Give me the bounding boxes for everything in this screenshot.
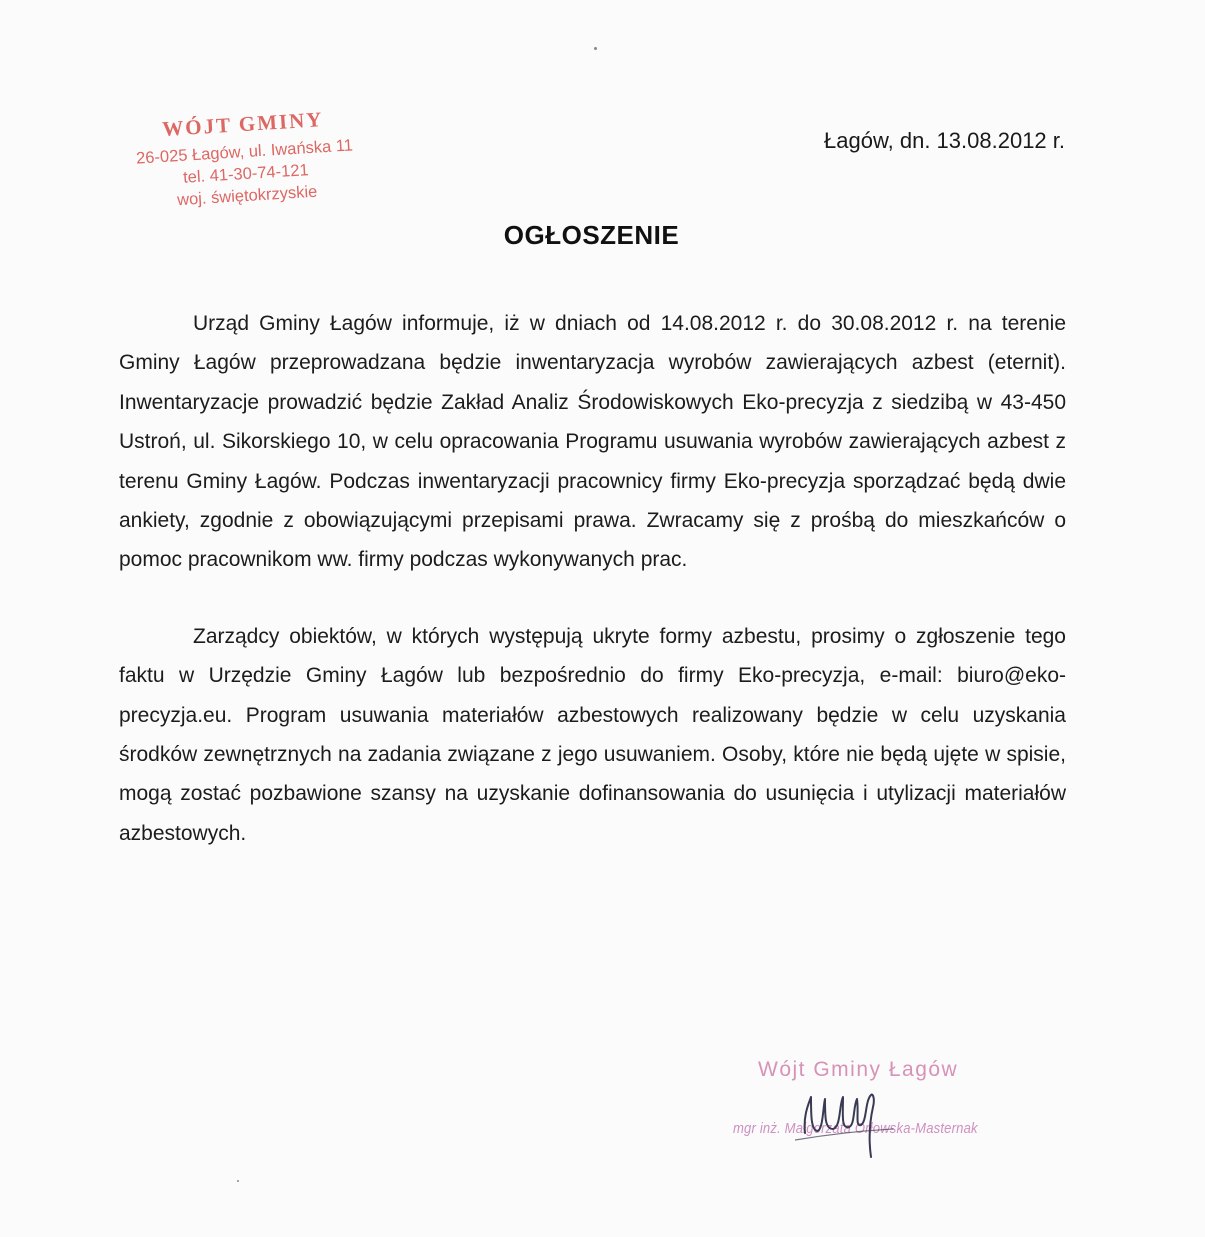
paragraph-2: Zarządcy obiektów, w których występują ukryte formy azbestu, prosimy o zgłoszenie tego faktu w Urzędzie Gminy Łagów lub bezpośrednio do firmy Eko-precyzja, e-mail: biuro@eko-precyzja.eu. Program usuwania materiałów azbestowych realizowany będzie w celu uzyskania środków zewnętrznych na zadania związane z jego usuwaniem. Osoby, które nie będą ujęte w spisie, mogą zostać pozbawione szansy na uzyskanie dofinansowania do usunięcia i utylizacji materiałów azbestowych. <box>119 624 1066 845</box>
scan-speck <box>594 47 597 50</box>
paragraph-1: Urząd Gminy Łagów informuje, iż w dniach od 14.08.2012 r. do 30.08.2012 r. na terenie Gminy Łagów przeprowadzana będzie inwentaryzacja wyrobów zawierających azbest (eternit). Inwentaryzacje prowadzić będzie Zakład Analiz Środowiskowych Eko-precyzja z siedzibą w 43-450 Ustroń, ul. Sikorskiego 10, w celu opracowania Programu usuwania wyrobów zawierających azbest z terenu Gminy Łagów. Podczas inwentaryzacji pracownicy firmy Eko-precyzja sporządzać będą dwie ankiety, zgodnie z obowiązującymi przepisami prawa. Zwracamy się z prośbą do mieszkańców o pomoc pracownikom ww. firmy podczas wykonywanych prac. <box>119 312 1066 572</box>
document-body <box>119 304 1066 853</box>
stamp-address: 26-025 Łagów, ul. Iwańska 11 <box>135 136 354 168</box>
document-title: OGŁOSZENIE <box>503 220 680 250</box>
stamp-phone: tel. 41-30-74-121 <box>182 161 310 187</box>
signature-stamp-title: Wójt Gminy Łagów <box>758 1058 959 1081</box>
stamp-region: woj. świętokrzyskie <box>176 182 318 210</box>
signature-name: mgr inż. Małgorzata Orłowska-Masternak <box>733 1121 978 1137</box>
scan-speck <box>237 1180 239 1182</box>
stamp-title: WÓJT GMINY <box>161 107 325 141</box>
handwritten-signature-icon <box>795 1085 905 1160</box>
date-line: Łagów, dn. 13.08.2012 r. <box>824 128 1065 153</box>
header-stamp <box>97 103 392 216</box>
